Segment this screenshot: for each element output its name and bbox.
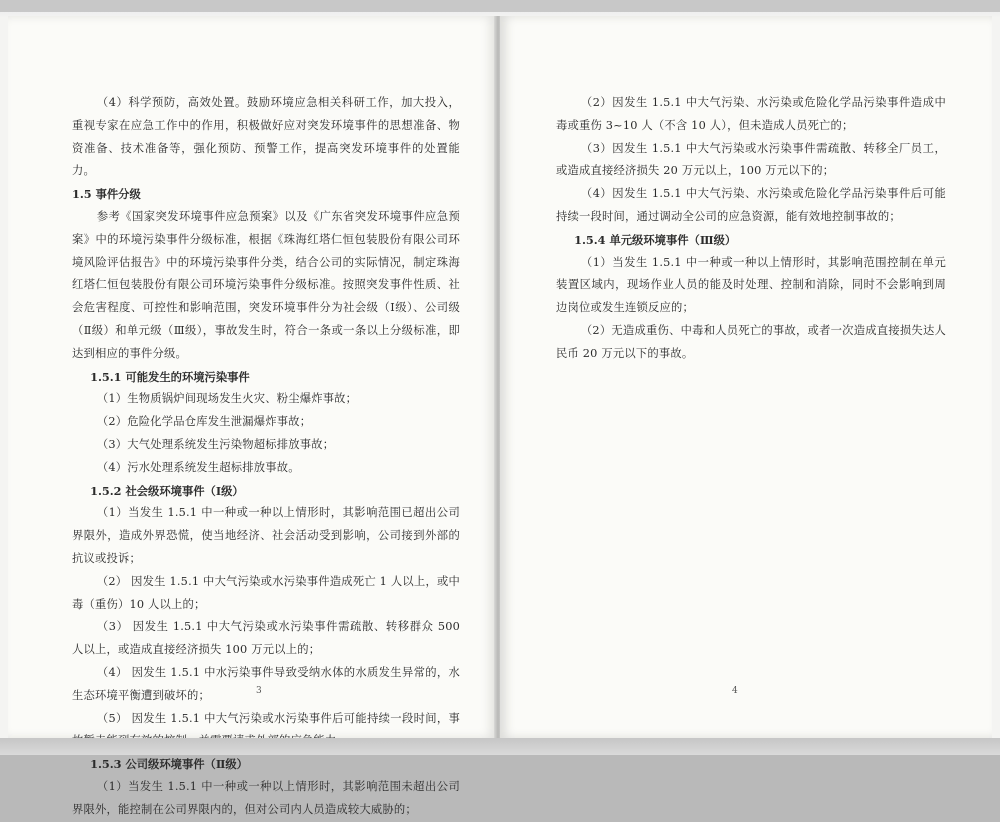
paragraph: （5） 因发生 1.5.1 中大气污染或水污染事件后可能持续一段时间，事 xyxy=(96,711,460,725)
paragraph: （1）当发生 1.5.1 中一种或一种以上情形时，其影响范围已超出公司界限外，造成外界恐慌，使当地经济、社会活动受到影响，公司接到外部的抗议或投诉； xyxy=(72,506,460,565)
paragraph: （2） 因发生 1.5.1 中大气污染或水污染事件造成死亡 1 人以上，或中毒（重伤）10 人以上的； xyxy=(72,574,460,611)
paragraph: （4） 因发生 1.5.1 中水污染事件导致受纳水体的水质发生异常的，水生态环境平衡遭到破坏的； xyxy=(72,665,460,702)
paragraph: （1）当发生 1.5.1 中一种或一种以上情形时，其影响范围控制在单元装置区域内，现场作业人员的能及时处理、控制和消除，同时不会影响到周边岗位或发生连锁反应的； xyxy=(556,255,946,315)
left-page-content xyxy=(72,92,460,822)
paragraph: （1）当发生 1.5.1 中一种或一种以上情形时，其影响范围未超出公司界限外，能控制在公司界限内的，但对公司内人员造成较大威胁的； xyxy=(72,779,460,816)
paragraph: 参考《国家突发环境事件应急预案》以及《广东省突发环境事件应急预案》中的环境污染事件分级标准，根据《珠海红塔仁恒包装股份有限公司环境风险评估报告》中的环境污染事件分类，结合公司的实际情况，制定珠海红塔仁恒包装股份有限公司环境污染事件分级标准。按照突发事件性质、社会危害程度、可控性和影响范围，突发环境事件分为社会级（Ⅰ级）、公司级（Ⅱ级）和单元级（Ⅲ级），事故发生时，符合一条或一条以上分级标准，即达到相应的事件分级。 xyxy=(72,209,460,360)
section-heading: 1.5 事件分级 xyxy=(72,187,141,202)
paragraph: （4）科学预防，高效处置。鼓励环境应急相关科研工作，加大投入，重视专家在应急工作中的作用，积极做好应对突发环境事件的思想准备、物资准备、技术准备等，强化预防、预警工作，提高突发环境事件的处置能力。 xyxy=(72,96,460,178)
section-heading: 1.5.4 单元级环境事件（Ⅲ级） xyxy=(574,232,737,247)
left-page-number: 3 xyxy=(256,686,262,696)
paragraph: （3） 因发生 1.5.1 中大气污染或水污染事件需疏散、转移群众 500 人以上，或造成直接经济损失 100 万元以上的； xyxy=(72,620,460,657)
scan-bottom-edge xyxy=(0,738,1000,755)
right-page-content xyxy=(556,92,946,366)
right-page-number: 4 xyxy=(732,686,738,696)
paragraph: （2）危险化学品仓库发生泄漏爆炸事故； xyxy=(96,415,312,429)
paragraph: （4）污水处理系统发生超标排放事故。 xyxy=(96,460,300,474)
right-page xyxy=(500,16,992,738)
paragraph: （3）因发生 1.5.1 中大气污染或水污染事件需疏散、转移全厂员工，或造成直接经济损失 20 万元以上，100 万元以下的； xyxy=(556,141,946,178)
paragraph: （1）生物质锅炉间现场发生火灾、粉尘爆炸事故； xyxy=(96,392,358,406)
paragraph: （3）大气处理系统发生污染物超标排放事故； xyxy=(96,437,335,451)
paragraph: （4）因发生 1.5.1 中大气污染、水污染或危险化学品污染事件后可能持续一段时间，通过调动全公司的应急资源，能有效地控制事故的； xyxy=(556,187,946,223)
paragraph: （2）因发生 1.5.1 中大气污染、水污染或危险化学品污染事件造成中毒或重伤 3~10 人（不含 10 人），但未造成人员死亡的； xyxy=(556,96,946,132)
paragraph: （2）无造成重伤、中毒和人员死亡的事故，或者一次造成直接损失达人民币 20 万元以下的事故。 xyxy=(556,323,946,360)
section-heading: 1.5.1 可能发生的环境污染事件 xyxy=(90,369,250,384)
left-page xyxy=(8,16,496,816)
section-heading: 1.5.3 公司级环境事件（Ⅱ级） xyxy=(90,757,248,772)
section-heading: 1.5.2 社会级环境事件（Ⅰ级） xyxy=(90,483,244,498)
